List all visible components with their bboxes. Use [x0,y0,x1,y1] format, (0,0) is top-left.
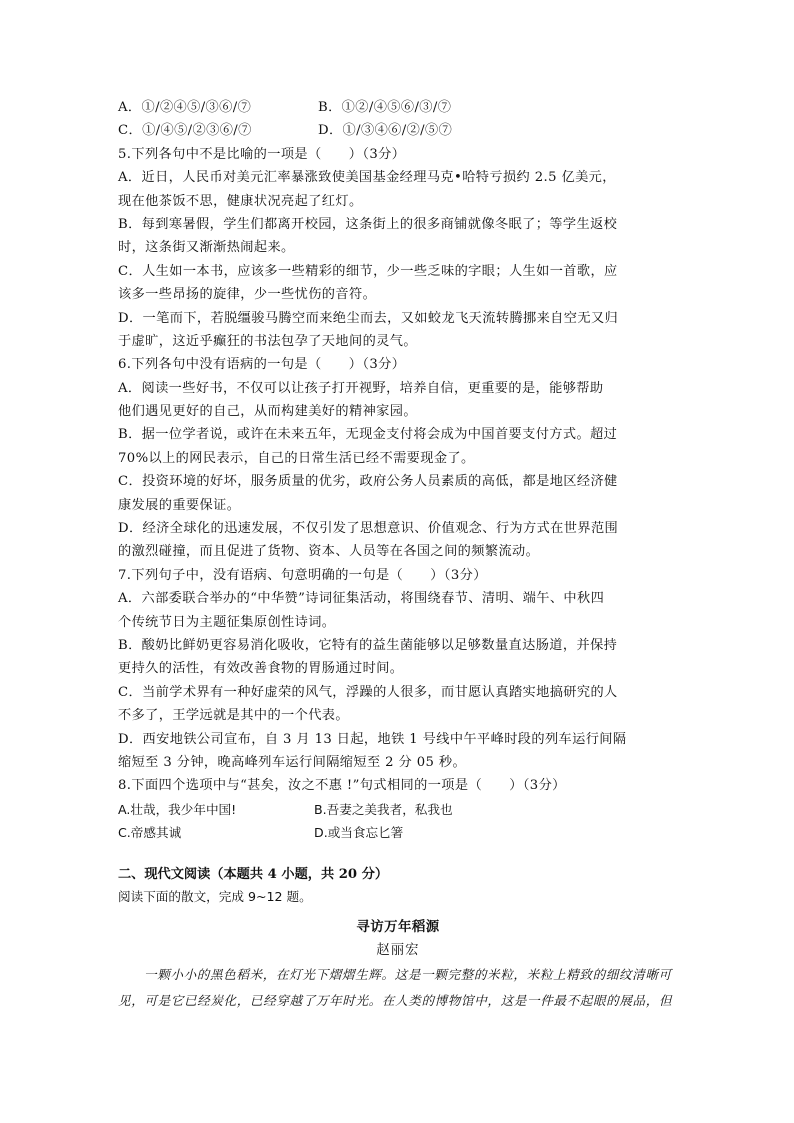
q8-option-a: A.壮哉，我少年中国! [118,801,237,817]
q5-line: 于虚旷，这近乎癫狂的书法包孕了天地间的灵气。 [118,333,417,349]
q8-option-d: D.或当食忘匕箸 [314,825,404,841]
q4-option-c: C．①/④⑤/②③⑥/⑦ [118,123,252,139]
q7-line: A．六部委联合举办的“中华赞”诗词征集活动，将围绕春节、清明、端午、中秋四 [118,591,605,607]
essay-paragraph-line: 见，可是它已经炭化，已经穿越了万年时光。在人类的博物馆中，这是一件最不起眼的展品，但 [118,992,673,1008]
q5-line: 现在他茶饭不思，健康状况亮起了红灯。 [118,193,363,209]
q6-stem: 6.下列各句中没有语病的一句是（ ）（3分） [118,357,406,373]
essay-title: 寻访万年稻源 [356,918,440,935]
q7-line: 个传统节日为主题征集原创性诗词。 [118,614,336,630]
reading-instruction: 阅读下面的散文，完成 9~12 题。 [118,888,312,904]
q7-line: B．酸奶比鲜奶更容易消化吸收，它特有的益生菌能够以足够数量直达肠道，并保持 [118,637,618,653]
q8-options-row-2 [118,821,678,844]
essay-paragraph-line: 一颗小小的黑色稻米，在灯光下熠熠生辉。这是一颗完整的米粒，米粒上精致的细纹清晰可 [144,966,672,982]
q5-line: C．人生如一本书，应该多一些精彩的细节，少一些乏味的字眼；人生如一首歌，应 [118,263,618,279]
q5-line: 时，这条街又渐渐热闹起来。 [118,240,295,256]
q7-line: 不多了，王学远就是其中的一个代表。 [118,708,349,724]
document-content [118,96,678,1014]
q5-line: 该多一些昂扬的旋律，少一些忧伤的音符。 [118,287,377,303]
q6-line: 他们遇见更好的自己，从而构建美好的精神家园。 [118,404,417,420]
spacer [118,845,678,863]
q8-stem: 8.下面四个选项中与“甚矣，汝之不惠 !”句式相同的一项是（ ）（3分） [118,778,566,794]
q6-line: A．阅读一些好书，不仅可以让孩子打开视野，培养自信，更重要的是，能够帮助 [118,380,604,396]
q4-options-row-1 [118,96,678,119]
q7-stem: 7.下列句子中，没有语病、句意明确的一句是（ ）（3分） [118,567,487,583]
section-heading: 二、现代文阅读（本题共 4 小题，共 20 分） [118,866,389,882]
q7-line: 缩短至 3 分钟，晚高峰列车运行间隔缩短至 2 分 05 秒。 [118,754,467,770]
q8-option-b: B.吾妻之美我者，私我也 [314,801,453,817]
essay-author: 赵丽宏 [376,942,420,958]
q5-line: D．一笔而下，若脱缰骏马腾空而来绝尘而去，又如蛟龙飞天流转腾挪来自空无又归 [118,310,619,326]
q5-line: B．每到寒暑假，学生们都离开校园，这条街上的很多商铺就像冬眠了；等学生返校 [118,216,618,232]
q7-line: D．西安地铁公司宣布，自 3 月 13 日起，地铁 1 号线中午平峰时段的列车运行间隔 [118,731,627,747]
q4-option-d: D．①/③④⑥/②/⑤⑦ [318,123,453,139]
q4-options-row-2 [118,119,678,142]
q5-line: A．近日，人民币对美元汇率暴涨致使美国基金经理马克•哈特亏损约 2.5 亿美元， [118,170,616,186]
q6-line: D．经济全球化的迅速发展，不仅引发了思想意识、价值观念、行为方式在世界范围 [118,521,619,537]
q6-line: 70%以上的网民表示，自己的日常生活已经不需要现金了。 [118,450,475,466]
q6-line: B．据一位学者说，或许在未来五年，无现金支付将会成为中国首要支付方式。超过 [118,427,618,443]
q8-option-c: C.帝感其诚 [118,825,182,841]
q5-stem: 5.下列各句中不是比喻的一项是（ ）（3分） [118,146,406,162]
q6-line: 康发展的重要保证。 [118,497,241,513]
q6-line: C．投资环境的好坏，服务质量的优劣，政府公务人员素质的高低，都是地区经济健 [118,474,618,490]
q4-option-a: A．①/②④⑤/③⑥/⑦ [118,100,252,115]
q8-options-row-1 [118,798,678,821]
q4-option-b: B．①②/④⑤⑥/③/⑦ [318,100,452,115]
q7-line: C．当前学术界有一种好虚荣的风气，浮躁的人很多，而甘愿认真踏实地搞研究的人 [118,684,618,700]
q7-line: 更持久的活性，有效改善食物的胃肠通过时间。 [118,661,404,677]
q6-line: 的激烈碰撞，而且促进了货物、资本、人员等在各国之间的频繁流动。 [118,544,540,560]
